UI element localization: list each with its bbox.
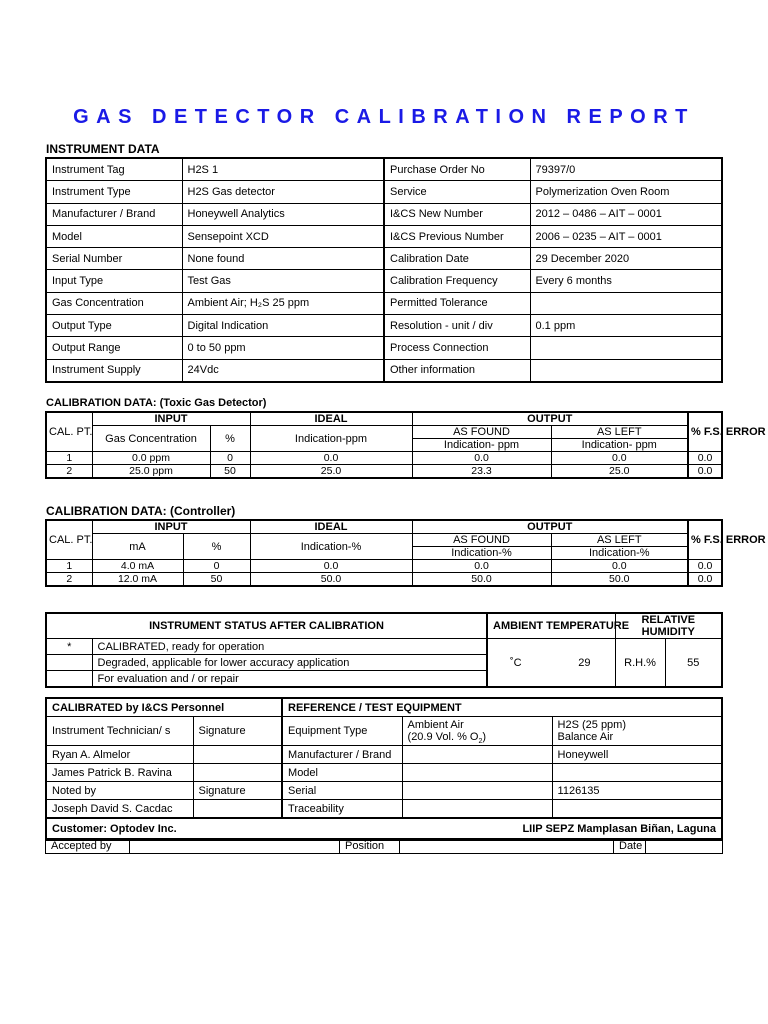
date-label: Date — [614, 839, 646, 854]
ideal-col: Indication-ppm — [250, 426, 412, 452]
customer-label: Customer: Optodev Inc. — [46, 818, 282, 840]
instrument-field-value: H2S Gas detector — [182, 181, 384, 203]
noter-signature — [193, 800, 282, 819]
status-mark — [46, 671, 92, 688]
noter-name: Joseph David S. Cacdac — [46, 800, 193, 819]
ambient-air-line1: Ambient Air — [407, 719, 464, 731]
as-found-header: AS FOUND — [412, 534, 551, 547]
output-header: OUTPUT — [412, 520, 688, 534]
serial-h2s: 1126135 — [552, 782, 722, 800]
ideal-header: IDEAL — [250, 412, 412, 426]
ideal-value: 0.0 — [250, 560, 412, 573]
traceability-ambient — [402, 800, 552, 819]
temperature-cell — [487, 639, 615, 688]
instrument-field-value: 79397/0 — [530, 158, 722, 181]
cal-data-row — [46, 560, 722, 573]
traceability-h2s — [552, 800, 722, 819]
accepted-by-field[interactable] — [130, 839, 340, 854]
as-left-value: 50.0 — [551, 573, 688, 587]
input-value: 0.0 ppm — [92, 452, 210, 465]
instrument-field-value: 0 to 50 ppm — [182, 337, 384, 359]
report-title: GAS DETECTOR CALIBRATION REPORT — [73, 106, 695, 128]
cal-point: 1 — [46, 452, 92, 465]
input-col2: % — [183, 534, 250, 560]
h2s-line1: H2S (25 ppm) — [557, 719, 627, 731]
output-header: OUTPUT — [412, 412, 688, 426]
as-found-value: 23.3 — [412, 465, 551, 479]
instrument-field-label: Process Connection — [384, 337, 530, 359]
ambient-air-cell — [402, 717, 552, 746]
instrument-row — [46, 181, 722, 203]
cal-pt-header: CAL. PT. — [46, 520, 92, 560]
ambient-air-line2: (20.9 Vol. % $O_2$) — [407, 731, 487, 746]
ideal-header: IDEAL — [250, 520, 412, 534]
as-left-header: AS LEFT — [551, 534, 688, 547]
ambient-temperature-header: AMBIENT TEMPERATURE — [487, 613, 615, 639]
instrument-field-label: I&CS New Number — [384, 203, 530, 225]
instrument-field-value: 24Vdc — [182, 359, 384, 382]
position-field[interactable] — [400, 839, 614, 854]
cal-data-row — [46, 465, 722, 479]
status-label: Degraded, applicable for lower accuracy application — [92, 655, 487, 671]
as-left-header: AS LEFT — [551, 426, 688, 439]
instrument-field-value: Honeywell Analytics — [182, 203, 384, 225]
instrument-field-value: 29 December 2020 — [530, 248, 722, 270]
instrument-field-label: Other information — [384, 359, 530, 382]
instrument-field-label: Service — [384, 181, 530, 203]
status-table — [45, 612, 723, 688]
temperature-unit: ˚C — [510, 656, 522, 669]
instrument-row — [46, 248, 722, 270]
instrument-row — [46, 225, 722, 247]
cal1-heading: CALIBRATION DATA: (Toxic Gas Detector) — [46, 397, 267, 409]
ideal-value: 25.0 — [250, 465, 412, 479]
input-value: 25.0 ppm — [92, 465, 210, 479]
acceptance-row — [45, 838, 723, 854]
instrument-field-label: I&CS Previous Number — [384, 225, 530, 247]
input-col2: % — [210, 426, 250, 452]
instrument-field-value — [530, 359, 722, 382]
input-header: INPUT — [92, 520, 250, 534]
input-percent: 0 — [210, 452, 250, 465]
accepted-by-label: Accepted by — [46, 839, 130, 854]
status-label: For evaluation and / or repair — [92, 671, 487, 688]
reference-equipment-heading: REFERENCE / TEST EQUIPMENT — [282, 698, 722, 717]
as-found-value: 0.0 — [412, 560, 551, 573]
as-left-value: 0.0 — [551, 452, 688, 465]
date-field[interactable] — [646, 839, 723, 854]
manufacturer-ambient — [402, 746, 552, 764]
error-value: 0.0 — [688, 573, 722, 587]
instrument-row — [46, 315, 722, 337]
instrument-field-value: Test Gas — [182, 270, 384, 292]
rh-value: 55 — [665, 639, 722, 688]
position-label: Position — [340, 839, 400, 854]
status-label: CALIBRATED, ready for operation — [92, 639, 487, 655]
as-found-header: AS FOUND — [412, 426, 551, 439]
input-col1: mA — [92, 534, 183, 560]
relative-humidity-header: RELATIVE HUMIDITY — [615, 613, 722, 639]
serial-label: Serial — [282, 782, 402, 800]
technician-name: Ryan A. Almelor — [46, 746, 193, 764]
instrument-field-label: Purchase Order No — [384, 158, 530, 181]
error-value: 0.0 — [688, 465, 722, 479]
instrument-field-value: None found — [182, 248, 384, 270]
location-label: LIIP SEPZ Mamplasan Biñan, Laguna — [282, 818, 722, 840]
instrument-field-value: Polymerization Oven Room — [530, 181, 722, 203]
instrument-field-value: Sensepoint XCD — [182, 225, 384, 247]
instrument-field-label: Instrument Tag — [46, 158, 182, 181]
instrument-field-label: Calibration Frequency — [384, 270, 530, 292]
as-left-value: 25.0 — [551, 465, 688, 479]
error-value: 0.0 — [688, 560, 722, 573]
as-left-unit: Indication- ppm — [551, 439, 688, 452]
ideal-col: Indication-% — [250, 534, 412, 560]
instrument-row — [46, 292, 722, 314]
input-value: 12.0 mA — [92, 573, 183, 587]
model-ambient — [402, 764, 552, 782]
cal1-table — [45, 411, 766, 479]
equipment-type-label: Equipment Type — [282, 717, 402, 746]
noted-signature-label: Signature — [193, 782, 282, 800]
input-percent: 0 — [183, 560, 250, 573]
instrument-field-value: 2006 – 0235 – AIT – 0001 — [530, 225, 722, 247]
input-percent: 50 — [183, 573, 250, 587]
instrument-data-table — [45, 157, 723, 383]
instrument-data-heading: INSTRUMENT DATA — [46, 142, 160, 156]
status-heading: INSTRUMENT STATUS AFTER CALIBRATION — [46, 613, 487, 639]
model-h2s — [552, 764, 722, 782]
cal-data-row — [46, 573, 722, 587]
status-mark — [46, 655, 92, 671]
instrument-field-value: Every 6 months — [530, 270, 722, 292]
instrument-row — [46, 158, 722, 181]
ideal-value: 0.0 — [250, 452, 412, 465]
manufacturer-h2s: Honeywell — [552, 746, 722, 764]
instrument-field-value — [530, 337, 722, 359]
instrument-field-value: Ambient Air; H₂S 25 ppm — [182, 292, 384, 314]
instrument-field-label: Calibration Date — [384, 248, 530, 270]
signature-label: Signature — [193, 717, 282, 746]
noted-by-label: Noted by — [46, 782, 193, 800]
instrument-field-label: Instrument Type — [46, 181, 182, 203]
input-value: 4.0 mA — [92, 560, 183, 573]
input-col1: Gas Concentration — [92, 426, 210, 452]
instrument-field-value: Digital Indication — [182, 315, 384, 337]
instrument-field-label: Instrument Supply — [46, 359, 182, 382]
personnel-table — [45, 697, 723, 841]
instrument-field-label: Output Type — [46, 315, 182, 337]
instrument-row — [46, 270, 722, 292]
cal-point: 1 — [46, 560, 92, 573]
manufacturer-label: Manufacturer / Brand — [282, 746, 402, 764]
error-header: % F.S. ERROR — [688, 520, 722, 560]
instrument-field-label: Input Type — [46, 270, 182, 292]
cal2-table — [45, 519, 766, 587]
technician-signature — [193, 764, 282, 782]
input-percent: 50 — [210, 465, 250, 479]
as-found-unit: Indication-% — [412, 547, 551, 560]
cal-point: 2 — [46, 465, 92, 479]
instrument-field-label: Model — [46, 225, 182, 247]
rh-unit: R.H.% — [615, 639, 665, 688]
technician-signature — [193, 746, 282, 764]
instrument-field-value: 0.1 ppm — [530, 315, 722, 337]
error-header: % F.S. ERROR — [688, 412, 722, 452]
as-left-value: 0.0 — [551, 560, 688, 573]
technician-name: James Patrick B. Ravina — [46, 764, 193, 782]
cal2-heading: CALIBRATION DATA: (Controller) — [46, 504, 236, 518]
instrument-field-label: Gas Concentration — [46, 292, 182, 314]
as-found-value: 0.0 — [412, 452, 551, 465]
instrument-field-value: 2012 – 0486 – AIT – 0001 — [530, 203, 722, 225]
instrument-field-label: Serial Number — [46, 248, 182, 270]
instrument-field-label: Permitted Tolerance — [384, 292, 530, 314]
technician-label: Instrument Technician/ s — [46, 717, 193, 746]
cal-data-row — [46, 452, 722, 465]
ideal-value: 50.0 — [250, 573, 412, 587]
model-label: Model — [282, 764, 402, 782]
h2s-line2: Balance Air — [557, 731, 614, 743]
instrument-row — [46, 203, 722, 225]
cal-point: 2 — [46, 573, 92, 587]
as-found-unit: Indication- ppm — [412, 439, 551, 452]
instrument-field-label: Manufacturer / Brand — [46, 203, 182, 225]
instrument-field-label: Resolution - unit / div — [384, 315, 530, 337]
error-value: 0.0 — [688, 452, 722, 465]
instrument-field-value — [530, 292, 722, 314]
traceability-label: Traceability — [282, 800, 402, 819]
temperature-value: 29 — [578, 656, 591, 669]
instrument-field-label: Output Range — [46, 337, 182, 359]
calibrated-by-heading: CALIBRATED by I&CS Personnel — [46, 698, 282, 717]
status-mark: * — [46, 639, 92, 655]
instrument-row — [46, 337, 722, 359]
input-header: INPUT — [92, 412, 250, 426]
serial-ambient — [402, 782, 552, 800]
instrument-row — [46, 359, 722, 382]
h2s-cell — [552, 717, 722, 746]
as-found-value: 50.0 — [412, 573, 551, 587]
cal-pt-header: CAL. PT. — [46, 412, 92, 452]
instrument-field-value: H2S 1 — [182, 158, 384, 181]
as-left-unit: Indication-% — [551, 547, 688, 560]
